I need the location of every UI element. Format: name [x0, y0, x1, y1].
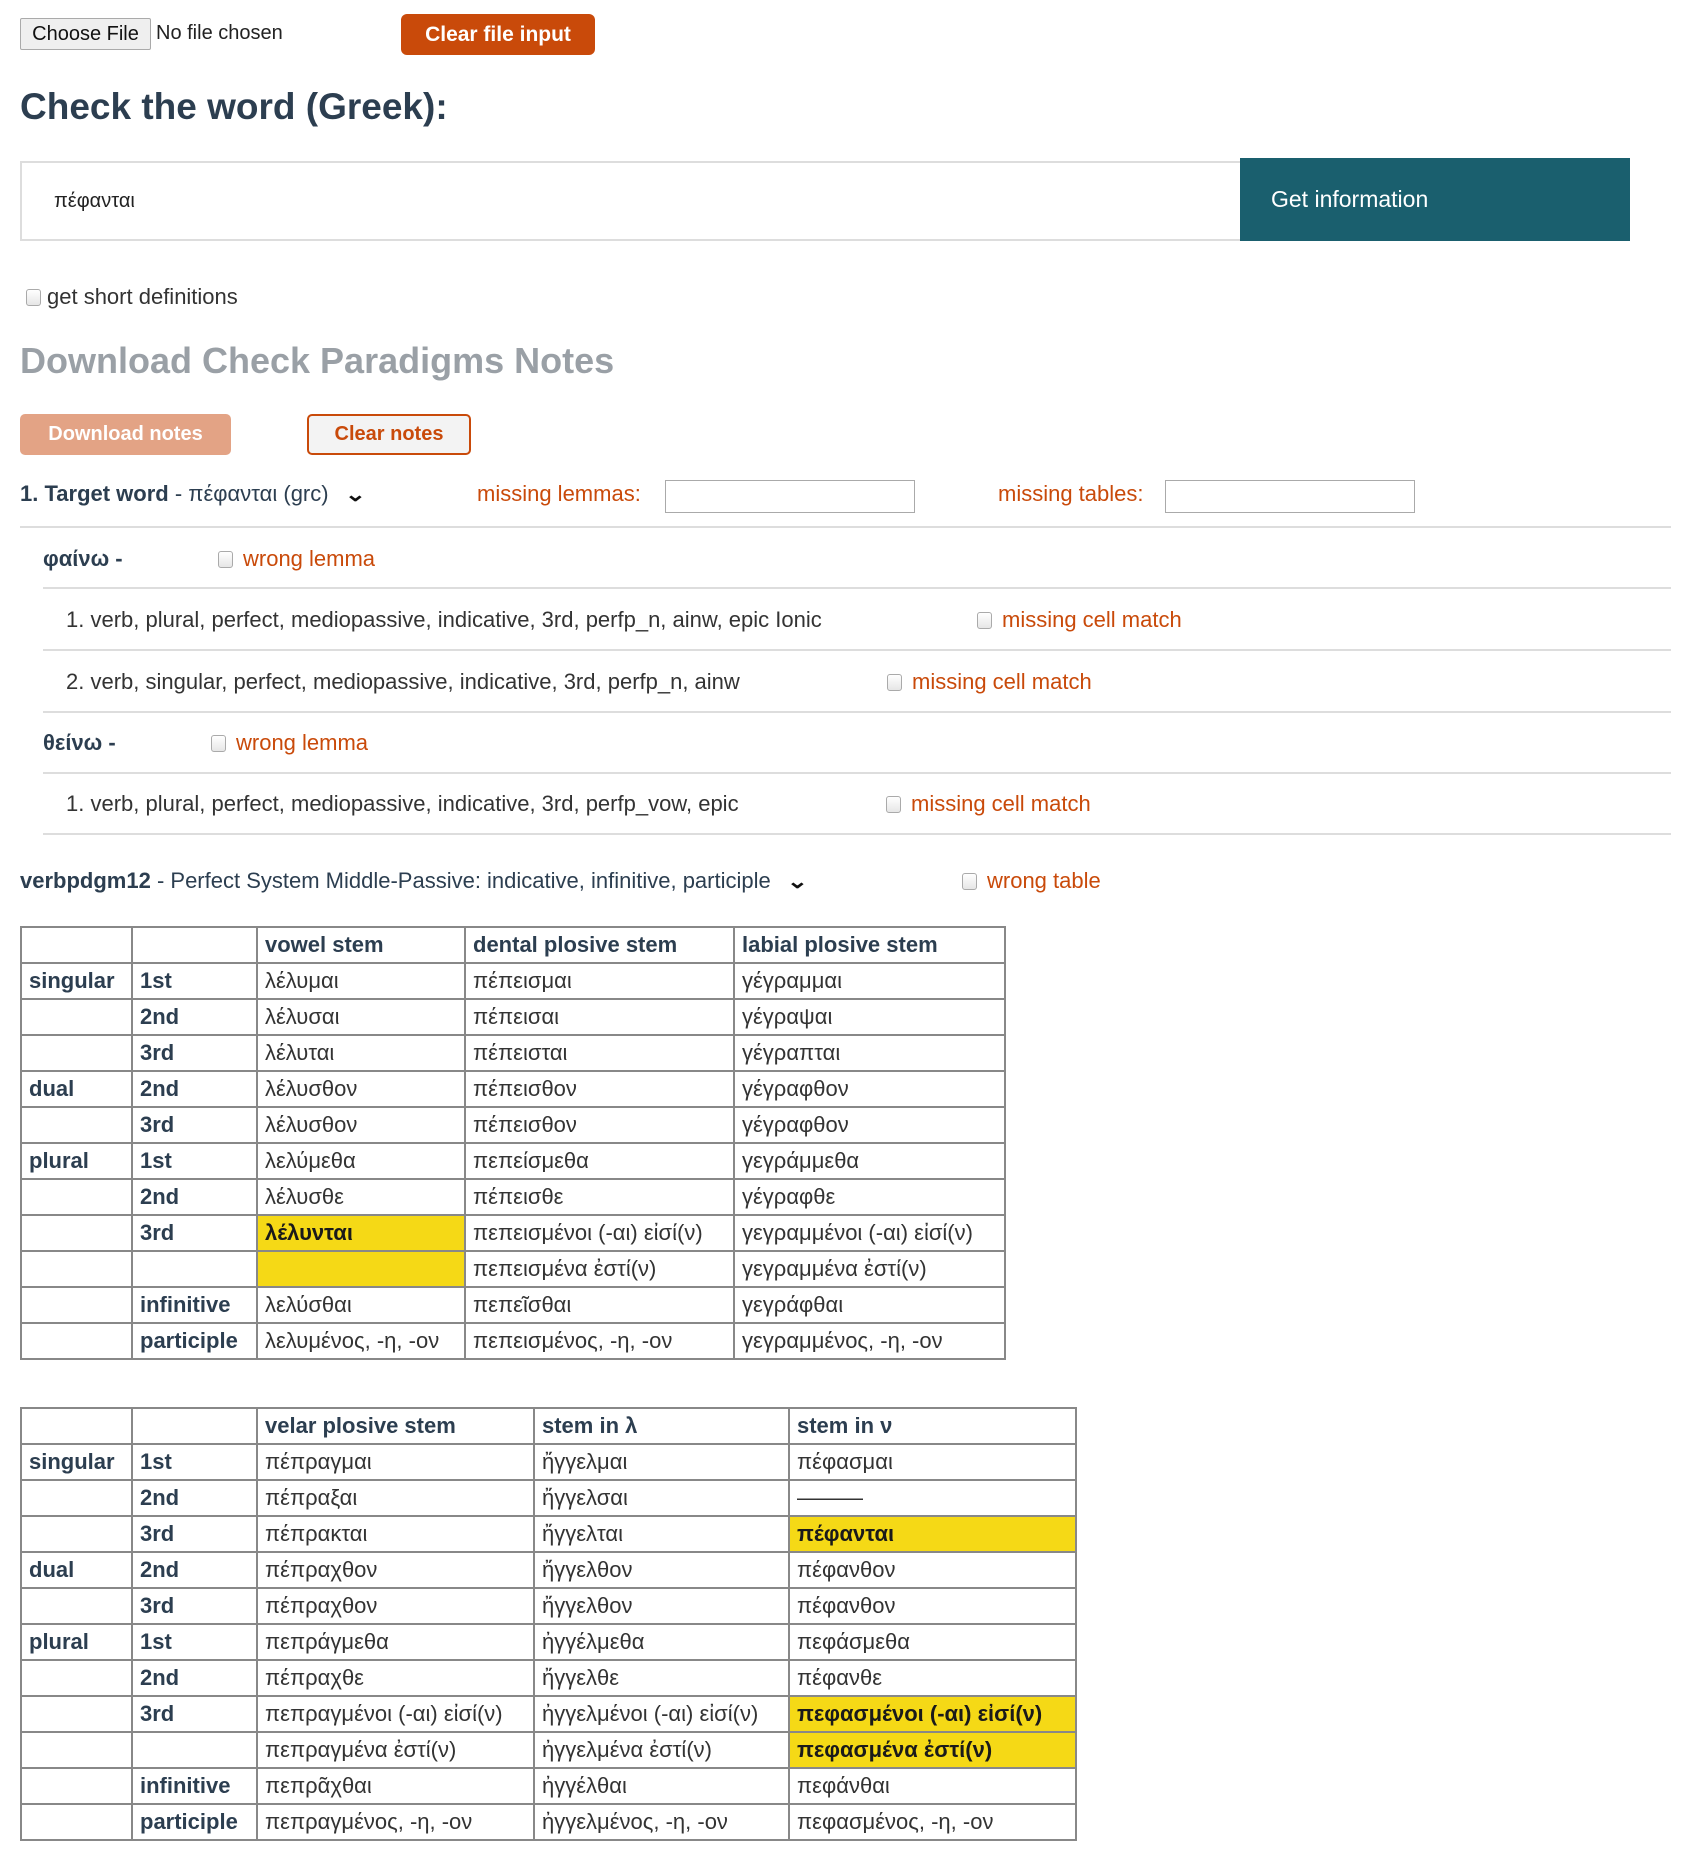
form-cell: ἠγγέλμεθα: [534, 1624, 789, 1660]
form-cell: γέγραφθε: [734, 1179, 1005, 1215]
form-cell: πεπεῖσθαι: [465, 1287, 734, 1323]
form-cell: ἤγγελσαι: [534, 1480, 789, 1516]
missing-tables-input[interactable]: [1165, 480, 1415, 513]
table-row: [21, 1071, 1005, 1107]
row-label-cell: [21, 1323, 132, 1359]
row-label-cell: [21, 1768, 132, 1804]
form-cell: πεπεισμένοι (-αι) εἰσί(ν): [465, 1215, 734, 1251]
column-header: dental plosive stem: [465, 927, 734, 963]
form-cell: πεφασμένοι (-αι) εἰσί(ν): [789, 1696, 1076, 1732]
short-definitions-checkbox[interactable]: [26, 289, 41, 306]
form-cell: πεπεισμένα ἐστί(ν): [465, 1251, 734, 1287]
row-label-cell: infinitive: [132, 1287, 257, 1323]
analysis-text: 1. verb, plural, perfect, mediopassive, indicative, 3rd, perfp_vow, epic: [66, 791, 739, 816]
form-cell: ἠγγελμένοι (-αι) εἰσί(ν): [534, 1696, 789, 1732]
table-row: [21, 1444, 1076, 1480]
table-row: [21, 1287, 1005, 1323]
row-label-cell: 1st: [132, 963, 257, 999]
download-notes-button[interactable]: Download notes: [20, 414, 231, 455]
get-information-button[interactable]: Get information: [1240, 158, 1630, 241]
form-cell: λέλυμαι: [257, 963, 465, 999]
wrong-table-label: wrong table: [987, 868, 1101, 893]
form-cell: λελύσθαι: [257, 1287, 465, 1323]
column-header: [132, 927, 257, 963]
row-label-cell: [21, 1660, 132, 1696]
row-label-cell: 1st: [132, 1143, 257, 1179]
file-status: No file chosen: [156, 22, 283, 44]
row-label-cell: plural: [21, 1624, 132, 1660]
row-label-cell: [132, 1251, 257, 1287]
missing-cell-match-checkbox[interactable]: [887, 674, 902, 691]
form-cell: πεφάνθαι: [789, 1768, 1076, 1804]
row-label-cell: 2nd: [132, 999, 257, 1035]
page-title: Check the word (Greek):: [20, 86, 448, 127]
row-label-cell: [21, 1804, 132, 1840]
form-cell: πεπραγμένος, -η, -ον: [257, 1804, 534, 1840]
form-cell: πεπραγμένα ἐστί(ν): [257, 1732, 534, 1768]
table-row: [21, 1251, 1005, 1287]
divider: [43, 587, 1671, 589]
form-cell: ἤγγελθον: [534, 1552, 789, 1588]
form-cell: ἠγγελμένα ἐστί(ν): [534, 1732, 789, 1768]
row-label-cell: [21, 999, 132, 1035]
table-row: [21, 999, 1005, 1035]
form-cell: πεπραγμένοι (-αι) εἰσί(ν): [257, 1696, 534, 1732]
form-cell: πέφανθον: [789, 1588, 1076, 1624]
row-label-cell: 3rd: [132, 1035, 257, 1071]
table-row: [21, 1660, 1076, 1696]
form-cell: πέπεισθε: [465, 1179, 734, 1215]
divider: [43, 649, 1671, 651]
form-cell: πέφασμαι: [789, 1444, 1076, 1480]
form-cell: γεγραμμένος, -η, -ον: [734, 1323, 1005, 1359]
column-header: stem in ν: [789, 1408, 1076, 1444]
table-row: [21, 1035, 1005, 1071]
form-cell: λέλυσθον: [257, 1071, 465, 1107]
missing-tables-label: missing tables:: [998, 481, 1144, 506]
table-row: [21, 1624, 1076, 1660]
form-cell: πεπεισμένος, -η, -ον: [465, 1323, 734, 1359]
row-label-cell: 2nd: [132, 1552, 257, 1588]
form-cell: ἠγγελμένος, -η, -ον: [534, 1804, 789, 1840]
form-cell: πέπραξαι: [257, 1480, 534, 1516]
table-row: [21, 1804, 1076, 1840]
form-cell: πέπραχθον: [257, 1588, 534, 1624]
form-cell: πεφασμένα ἐστί(ν): [789, 1732, 1076, 1768]
wrong-lemma-checkbox[interactable]: [218, 551, 233, 568]
divider: [43, 833, 1671, 835]
clear-file-input-button[interactable]: Clear file input: [401, 14, 595, 55]
column-header: vowel stem: [257, 927, 465, 963]
table-row: [21, 1323, 1005, 1359]
missing-cell-match-label: missing cell match: [911, 791, 1091, 816]
row-label-cell: 3rd: [132, 1107, 257, 1143]
form-cell: ———: [789, 1480, 1076, 1516]
target-word-label: 1. Target word: [20, 481, 169, 506]
form-cell: λέλυσαι: [257, 999, 465, 1035]
table-row: [21, 1516, 1076, 1552]
row-label-cell: singular: [21, 963, 132, 999]
row-label-cell: 1st: [132, 1444, 257, 1480]
missing-lemmas-input[interactable]: [665, 480, 915, 513]
form-cell: γέγραφθον: [734, 1071, 1005, 1107]
table-row: [21, 1143, 1005, 1179]
paradigm-id: verbpdgm12: [20, 868, 151, 893]
form-cell: ἠγγέλθαι: [534, 1768, 789, 1804]
wrong-lemma-label: wrong lemma: [236, 730, 369, 755]
row-label-cell: [21, 1179, 132, 1215]
column-header: [132, 1408, 257, 1444]
clear-notes-button[interactable]: Clear notes: [307, 414, 471, 455]
missing-lemmas-label: missing lemmas:: [477, 481, 641, 506]
form-cell: πέπεισται: [465, 1035, 734, 1071]
row-label-cell: 3rd: [132, 1696, 257, 1732]
form-cell: ἤγγελμαι: [534, 1444, 789, 1480]
lemma-name: θείνω -: [43, 730, 116, 755]
target-word: πέφανται (grc): [188, 481, 329, 506]
row-label-cell: 1st: [132, 1624, 257, 1660]
row-label-cell: 2nd: [132, 1480, 257, 1516]
table-row: [21, 1588, 1076, 1624]
table-row: [21, 1107, 1005, 1143]
column-header: [21, 927, 132, 963]
notes-title: Download Check Paradigms Notes: [20, 340, 615, 381]
form-cell: πέπεισθον: [465, 1071, 734, 1107]
row-label-cell: 2nd: [132, 1071, 257, 1107]
row-label-cell: [21, 1588, 132, 1624]
analysis-text: 1. verb, plural, perfect, mediopassive, indicative, 3rd, perfp_n, ainw, epic Ionic: [66, 607, 822, 632]
form-cell: πεπείσμεθα: [465, 1143, 734, 1179]
form-cell: λέλυνται: [257, 1215, 465, 1251]
chevron-down-icon[interactable]: ⌄: [344, 483, 366, 506]
separator: -: [168, 481, 189, 506]
paradigm-table-2: [20, 1407, 1077, 1841]
form-cell: λελυμένος, -η, -ον: [257, 1323, 465, 1359]
form-cell: γέγραψαι: [734, 999, 1005, 1035]
form-cell: ἤγγελθε: [534, 1660, 789, 1696]
form-cell: πέφανθε: [789, 1660, 1076, 1696]
row-label-cell: 2nd: [132, 1660, 257, 1696]
form-cell: γέγραφθον: [734, 1107, 1005, 1143]
wrong-table-checkbox[interactable]: [962, 873, 977, 890]
analysis-text: 2. verb, singular, perfect, mediopassive, indicative, 3rd, perfp_n, ainw: [66, 669, 740, 694]
divider: [43, 711, 1671, 713]
table-header-row: [21, 1408, 1076, 1444]
row-label-cell: [21, 1287, 132, 1323]
form-cell: πεπράγμεθα: [257, 1624, 534, 1660]
missing-cell-match-label: missing cell match: [1002, 607, 1182, 632]
choose-file-button[interactable]: Choose File: [20, 18, 151, 50]
short-definitions-label: get short definitions: [47, 284, 238, 309]
paradigm-title: Perfect System Middle-Passive: indicative, infinitive, participle: [170, 868, 771, 893]
form-cell: πέπραγμαι: [257, 1444, 534, 1480]
form-cell: γεγράμμεθα: [734, 1143, 1005, 1179]
row-label-cell: 2nd: [132, 1179, 257, 1215]
form-cell: πεπρᾶχθαι: [257, 1768, 534, 1804]
form-cell: πεφάσμεθα: [789, 1624, 1076, 1660]
table-row: [21, 1696, 1076, 1732]
form-cell: λελύμεθα: [257, 1143, 465, 1179]
chevron-down-icon[interactable]: ⌄: [786, 870, 809, 893]
divider: [20, 526, 1671, 528]
row-label-cell: 3rd: [132, 1588, 257, 1624]
separator: -: [150, 868, 171, 893]
table-row: [21, 1552, 1076, 1588]
column-header: stem in λ: [534, 1408, 789, 1444]
form-cell: πέπρακται: [257, 1516, 534, 1552]
form-cell: πέπεισθον: [465, 1107, 734, 1143]
form-cell: [257, 1251, 465, 1287]
table-row: [21, 963, 1005, 999]
paradigm-table-1: [20, 926, 1006, 1360]
form-cell: γεγραμμένοι (-αι) εἰσί(ν): [734, 1215, 1005, 1251]
wrong-lemma-checkbox[interactable]: [211, 735, 226, 752]
missing-cell-match-checkbox[interactable]: [886, 796, 901, 813]
row-label-cell: dual: [21, 1071, 132, 1107]
form-cell: ἤγγελται: [534, 1516, 789, 1552]
form-cell: λέλυσθον: [257, 1107, 465, 1143]
row-label-cell: [21, 1732, 132, 1768]
row-label-cell: participle: [132, 1323, 257, 1359]
table-row: [21, 1215, 1005, 1251]
row-label-cell: [21, 1035, 132, 1071]
form-cell: λέλυται: [257, 1035, 465, 1071]
form-cell: γέγραπται: [734, 1035, 1005, 1071]
form-cell: πέφανθον: [789, 1552, 1076, 1588]
form-cell: γεγράφθαι: [734, 1287, 1005, 1323]
row-label-cell: plural: [21, 1143, 132, 1179]
row-label-cell: [21, 1696, 132, 1732]
row-label-cell: [21, 1516, 132, 1552]
column-header: [21, 1408, 132, 1444]
table-row: [21, 1768, 1076, 1804]
row-label-cell: dual: [21, 1552, 132, 1588]
form-cell: πέφανται: [789, 1516, 1076, 1552]
form-cell: πεφασμένος, -η, -ον: [789, 1804, 1076, 1840]
wrong-lemma-label: wrong lemma: [243, 546, 376, 571]
row-label-cell: infinitive: [132, 1768, 257, 1804]
row-label-cell: [132, 1732, 257, 1768]
form-cell: πέπραχθον: [257, 1552, 534, 1588]
column-header: velar plosive stem: [257, 1408, 534, 1444]
form-cell: πέπεισαι: [465, 999, 734, 1035]
row-label-cell: [21, 1215, 132, 1251]
lemma-name: φαίνω -: [43, 546, 123, 571]
column-header: labial plosive stem: [734, 927, 1005, 963]
table-header-row: [21, 927, 1005, 963]
form-cell: γέγραμμαι: [734, 963, 1005, 999]
row-label-cell: 3rd: [132, 1516, 257, 1552]
form-cell: πέπεισμαι: [465, 963, 734, 999]
row-label-cell: 3rd: [132, 1215, 257, 1251]
table-row: [21, 1480, 1076, 1516]
row-label-cell: [21, 1251, 132, 1287]
divider: [43, 772, 1671, 774]
row-label-cell: participle: [132, 1804, 257, 1840]
form-cell: ἤγγελθον: [534, 1588, 789, 1624]
table-row: [21, 1179, 1005, 1215]
missing-cell-match-label: missing cell match: [912, 669, 1092, 694]
form-cell: λέλυσθε: [257, 1179, 465, 1215]
table-row: [21, 1732, 1076, 1768]
row-label-cell: [21, 1107, 132, 1143]
form-cell: πέπραχθε: [257, 1660, 534, 1696]
row-label-cell: [21, 1480, 132, 1516]
word-input[interactable]: πέφανται: [20, 161, 1240, 241]
form-cell: γεγραμμένα ἐστί(ν): [734, 1251, 1005, 1287]
row-label-cell: singular: [21, 1444, 132, 1480]
missing-cell-match-checkbox[interactable]: [977, 612, 992, 629]
